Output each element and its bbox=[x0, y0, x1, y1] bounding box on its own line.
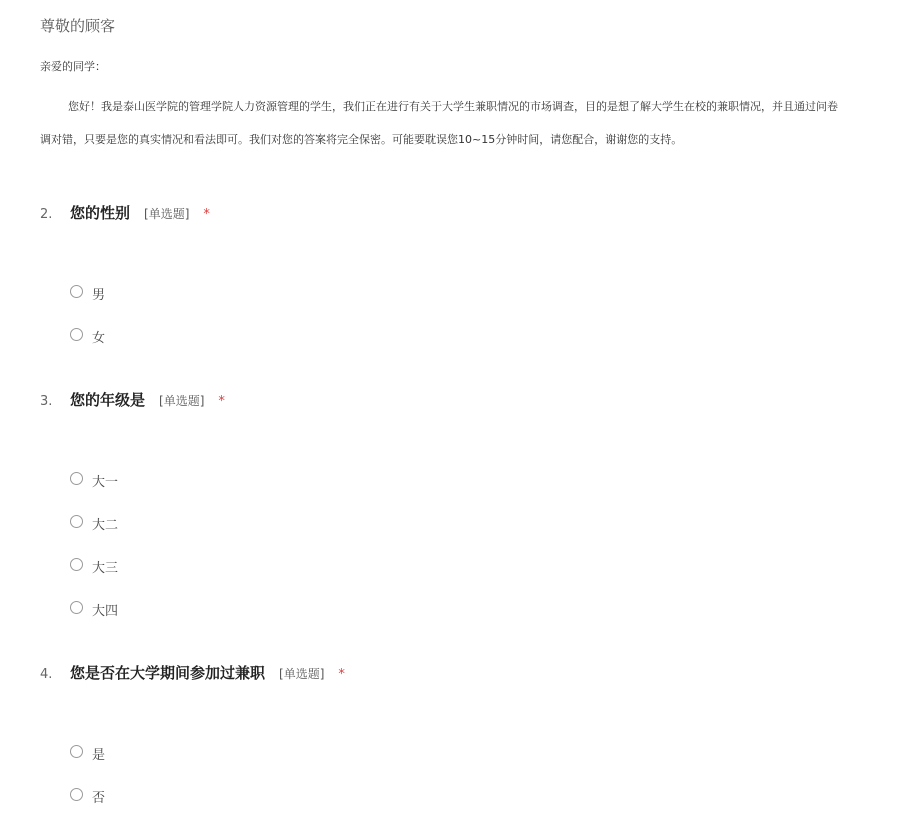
question-type-label: [单选题] bbox=[279, 667, 325, 681]
option-label: 男 bbox=[92, 288, 106, 303]
question-part-time bbox=[40, 662, 880, 818]
option-list bbox=[70, 732, 880, 818]
question-header bbox=[40, 662, 880, 683]
option-female[interactable] bbox=[70, 315, 880, 358]
question-number: 4. bbox=[40, 667, 53, 682]
option-label: 大四 bbox=[92, 604, 119, 619]
option-no[interactable] bbox=[70, 775, 880, 818]
question-title: 您的性别 bbox=[70, 204, 131, 222]
option-label: 大一 bbox=[92, 475, 119, 490]
option-label: 是 bbox=[92, 748, 106, 763]
option-list bbox=[70, 459, 880, 631]
option-freshman[interactable] bbox=[70, 459, 880, 502]
option-list bbox=[70, 272, 880, 358]
question-number: 2. bbox=[40, 207, 53, 222]
radio-button[interactable] bbox=[70, 472, 83, 485]
question-type-label: [单选题] bbox=[159, 394, 205, 408]
survey-intro bbox=[40, 90, 900, 156]
question-title: 您是否在大学期间参加过兼职 bbox=[70, 664, 266, 682]
required-marker: * bbox=[338, 667, 345, 682]
question-gender bbox=[40, 202, 880, 358]
option-senior[interactable] bbox=[70, 588, 880, 631]
radio-button[interactable] bbox=[70, 558, 83, 571]
question-header bbox=[40, 389, 880, 410]
radio-button[interactable] bbox=[70, 745, 83, 758]
radio-button[interactable] bbox=[70, 285, 83, 298]
radio-button[interactable] bbox=[70, 328, 83, 341]
option-label: 大三 bbox=[92, 561, 119, 576]
option-label: 大二 bbox=[92, 518, 119, 533]
option-label: 否 bbox=[92, 791, 106, 806]
survey-intro-line: 调对错，只要是您的真实情况和看法即可。我们对您的答案将完全保密。可能要耽误您10~15分钟时间，请您配合，谢谢您的支持。 bbox=[40, 133, 683, 146]
question-title: 您的年级是 bbox=[70, 391, 146, 409]
radio-button[interactable] bbox=[70, 788, 83, 801]
option-label: 女 bbox=[92, 331, 106, 346]
radio-button[interactable] bbox=[70, 601, 83, 614]
question-number: 3. bbox=[40, 394, 53, 409]
survey-greeting: 亲爱的同学： bbox=[40, 60, 106, 73]
radio-button[interactable] bbox=[70, 515, 83, 528]
survey-intro-line: 您好！我是泰山医学院的管理学院人力资源管理的学生，我们正在进行有关于大学生兼职情况的市场调查，目的是想了解大学生在校的兼职情况，并且通过问卷 bbox=[68, 100, 838, 113]
required-marker: * bbox=[203, 207, 210, 222]
required-marker: * bbox=[218, 394, 225, 409]
option-junior[interactable] bbox=[70, 545, 880, 588]
question-grade bbox=[40, 389, 880, 631]
option-male[interactable] bbox=[70, 272, 880, 315]
question-type-label: [单选题] bbox=[144, 207, 190, 221]
option-sophomore[interactable] bbox=[70, 502, 880, 545]
question-header bbox=[40, 202, 880, 223]
option-yes[interactable] bbox=[70, 732, 880, 775]
survey-title: 尊敬的顾客 bbox=[40, 17, 116, 35]
